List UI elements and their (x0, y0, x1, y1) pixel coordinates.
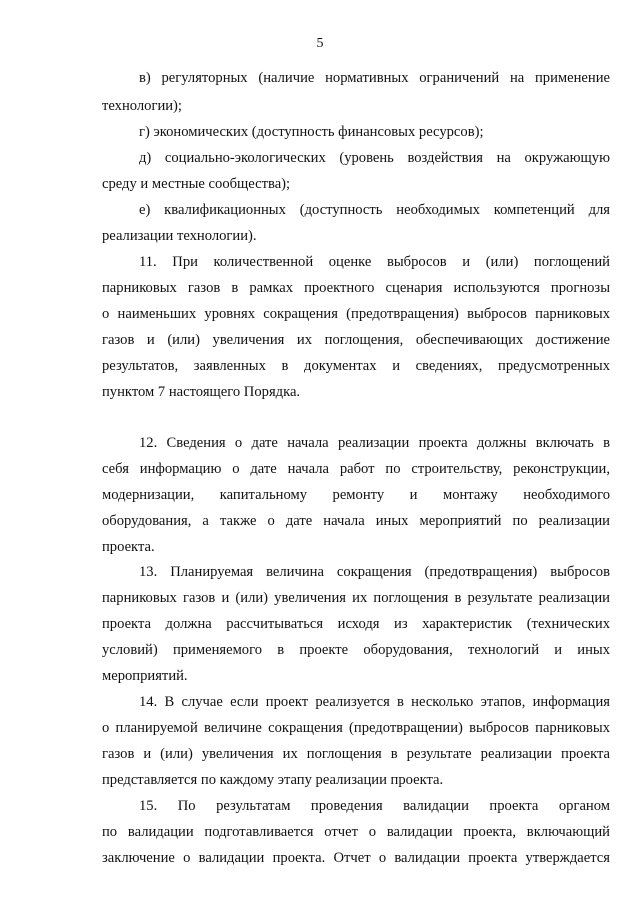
text-line: е) квалификационных (доступность необходимых компетенций для (139, 202, 610, 218)
text-line: мероприятий. (102, 668, 188, 684)
text-line: оборудования, а также о дате начала иных мероприятий по реализации (102, 513, 610, 529)
text-line: парниковых газов в рамках проектного сценария используются прогнозы (102, 280, 610, 296)
text-line: в) регуляторных (наличие нормативных ограничений на применение (139, 70, 610, 86)
text-line: заключение о валидации проекта. Отчет о валидации проекта утверждается (102, 850, 610, 866)
text-line: 14. В случае если проект реализуется в несколько этапов, информация (139, 694, 610, 710)
text-line: д) социально-экологических (уровень воздействия на окружающую (139, 150, 610, 166)
text-line: 11. При количественной оценке выбросов и (или) поглощений (139, 254, 610, 270)
text-line: себя информацию о дате начала работ по строительству, реконструкции, (102, 461, 610, 477)
text-line: по валидации подготавливается отчет о валидации проекта, включающий (102, 824, 610, 840)
text-line: пунктом 7 настоящего Порядка. (102, 384, 301, 400)
text-line: условий) применяемого в проекте оборудования, технологий и иных (102, 642, 610, 658)
text-line: парниковых газов и (или) увеличения их поглощения в результате реализации (102, 590, 610, 606)
text-line: среду и местные сообщества); (102, 176, 291, 192)
text-line: о наименьших уровнях сокращения (предотвращения) выбросов парниковых (102, 306, 610, 322)
text-line: г) экономических (доступность финансовых ресурсов); (139, 124, 484, 140)
text-line: 13. Планируемая величина сокращения (предотвращения) выбросов (139, 564, 610, 580)
text-line: технологии); (102, 98, 182, 114)
text-line: 12. Сведения о дате начала реализации проекта должны включать в (139, 435, 610, 451)
text-line: результатов, заявленных в документах и сведениях, предусмотренных (102, 358, 610, 374)
text-line: газов и (или) увеличения их поглощения в результате реализации проекта (102, 746, 610, 762)
text-line: 15. По результатам проведения валидации проекта органом (139, 798, 610, 814)
text-line: проекта. (102, 539, 155, 555)
text-line: модернизации, капитальному ремонту и монтажу необходимого (102, 487, 610, 503)
text-line: реализации технологии). (102, 228, 257, 244)
text-line: проекта должна рассчитываться исходя из характеристик (технических (102, 616, 610, 632)
text-line: представляется по каждому этапу реализации проекта. (102, 772, 444, 788)
text-line: газов и (или) увеличения их поглощения, обеспечивающих достижение (102, 332, 610, 348)
page-number: 5 (316, 36, 324, 51)
text-line: о планируемой величине сокращения (предотвращении) выбросов парниковых (102, 720, 610, 736)
